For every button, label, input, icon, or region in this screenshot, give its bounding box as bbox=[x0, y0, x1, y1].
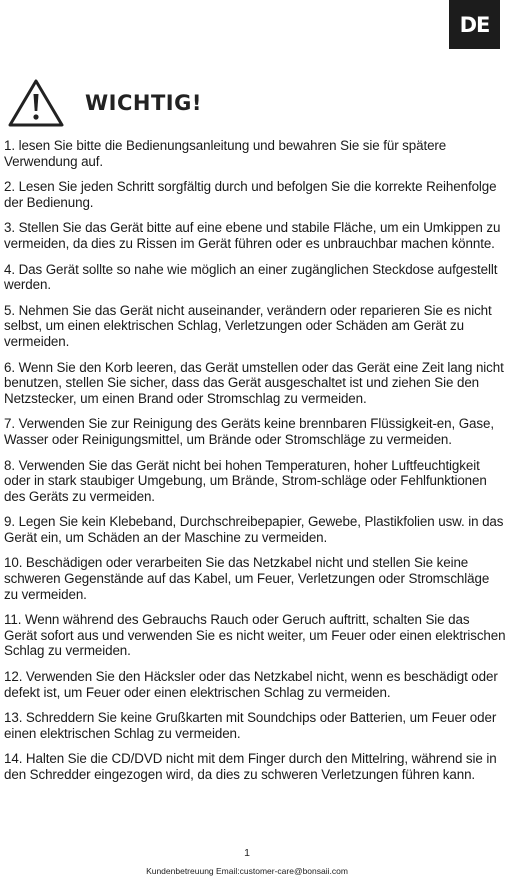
list-item: 12. Verwenden Sie den Häcksler oder das Netzkabel nicht, wenn es beschädigt oder defekt ist, um Feuer oder einen elektrischen Schlag zu vermeiden. bbox=[4, 669, 498, 700]
page-number: 1 bbox=[244, 847, 250, 859]
list-item: 14. Halten Sie die CD/DVD nicht mit dem Finger durch den Mittelring, während sie in den Schredder eingezogen wird, da dies zu schweren Verletzungen führen kann. bbox=[4, 751, 497, 782]
list-item: 13. Schreddern Sie keine Grußkarten mit Soundchips oder Batterien, um Feuer oder einen elektrischen Schlag zu vermeiden. bbox=[4, 710, 497, 741]
list-item: 6. Wenn Sie den Korb leeren, das Gerät umstellen oder das Gerät eine Zeit lang nicht benutzen, stellen Sie sicher, dass das Gerät ausgeschaltet ist und ziehen Sie den Netzstecker, um einen Brand oder Stromschlag zu vermeiden. bbox=[4, 359, 504, 406]
language-badge: DE bbox=[449, 0, 500, 49]
page-title: WICHTIG! bbox=[85, 91, 202, 115]
warning-heading bbox=[6, 77, 202, 129]
list-item: 9. Legen Sie kein Klebeband, Durchschreibepapier, Gewebe, Plastikfolien usw. in das Gerät ein, um Schäden an der Maschine zu vermeiden. bbox=[4, 514, 504, 545]
list-item: 1. lesen Sie bitte die Bedienungsanleitung und bewahren Sie sie für spätere Verwendung auf. bbox=[4, 138, 447, 169]
safety-instructions-list bbox=[4, 138, 506, 793]
list-item: 10. Beschädigen oder verarbeiten Sie das Netzkabel nicht und stellen Sie keine schweren Gegenstände auf das Kabel, um Feuer, Verletzungen oder Stromschläge zu vermeiden. bbox=[4, 555, 490, 602]
list-item: 8. Verwenden Sie das Gerät nicht bei hohen Temperaturen, hoher Luftfeuchtigkeit oder in stark staubiger Umgebung, um Brände, Strom-schläge oder Fehlfunktionen des Geräts zu vermeiden. bbox=[4, 457, 487, 504]
warning-triangle-icon bbox=[6, 77, 66, 129]
list-item: 11. Wenn während des Gebrauchs Rauch oder Geruch auftritt, schalten Sie das Gerät sofort aus und verwenden Sie es nicht weiter, um Feuer oder einen elektrischen Schlag zu vermeiden. bbox=[4, 612, 506, 659]
list-item: 3. Stellen Sie das Gerät bitte auf eine ebene und stabile Fläche, um ein Umkippen zu vermeiden, da dies zu Rissen im Gerät führen oder es unbrauchbar machen könnte. bbox=[4, 220, 501, 251]
list-item: 4. Das Gerät sollte so nahe wie möglich an einer zugänglichen Steckdose aufgestellt werden. bbox=[4, 261, 498, 293]
footer-contact: Kundenbetreuung Email:customer-care@bonsaii.com bbox=[146, 866, 348, 876]
list-item: 7. Verwenden Sie zur Reinigung des Geräts keine brennbaren Flüssigkeit-en, Gase, Wasser oder Reinigungsmittel, um Brände oder Stromschläge zu vermeiden. bbox=[4, 416, 494, 447]
list-item: 5. Nehmen Sie das Gerät nicht auseinander, verändern oder reparieren Sie es nicht selbst, um einen elektrischen Schlag, Verletzungen oder Schäden am Gerät zu vermeiden. bbox=[4, 302, 492, 349]
list-item: 2. Lesen Sie jeden Schritt sorgfältig durch und befolgen Sie die korrekte Reihenfolge der Bedienung. bbox=[4, 179, 497, 210]
